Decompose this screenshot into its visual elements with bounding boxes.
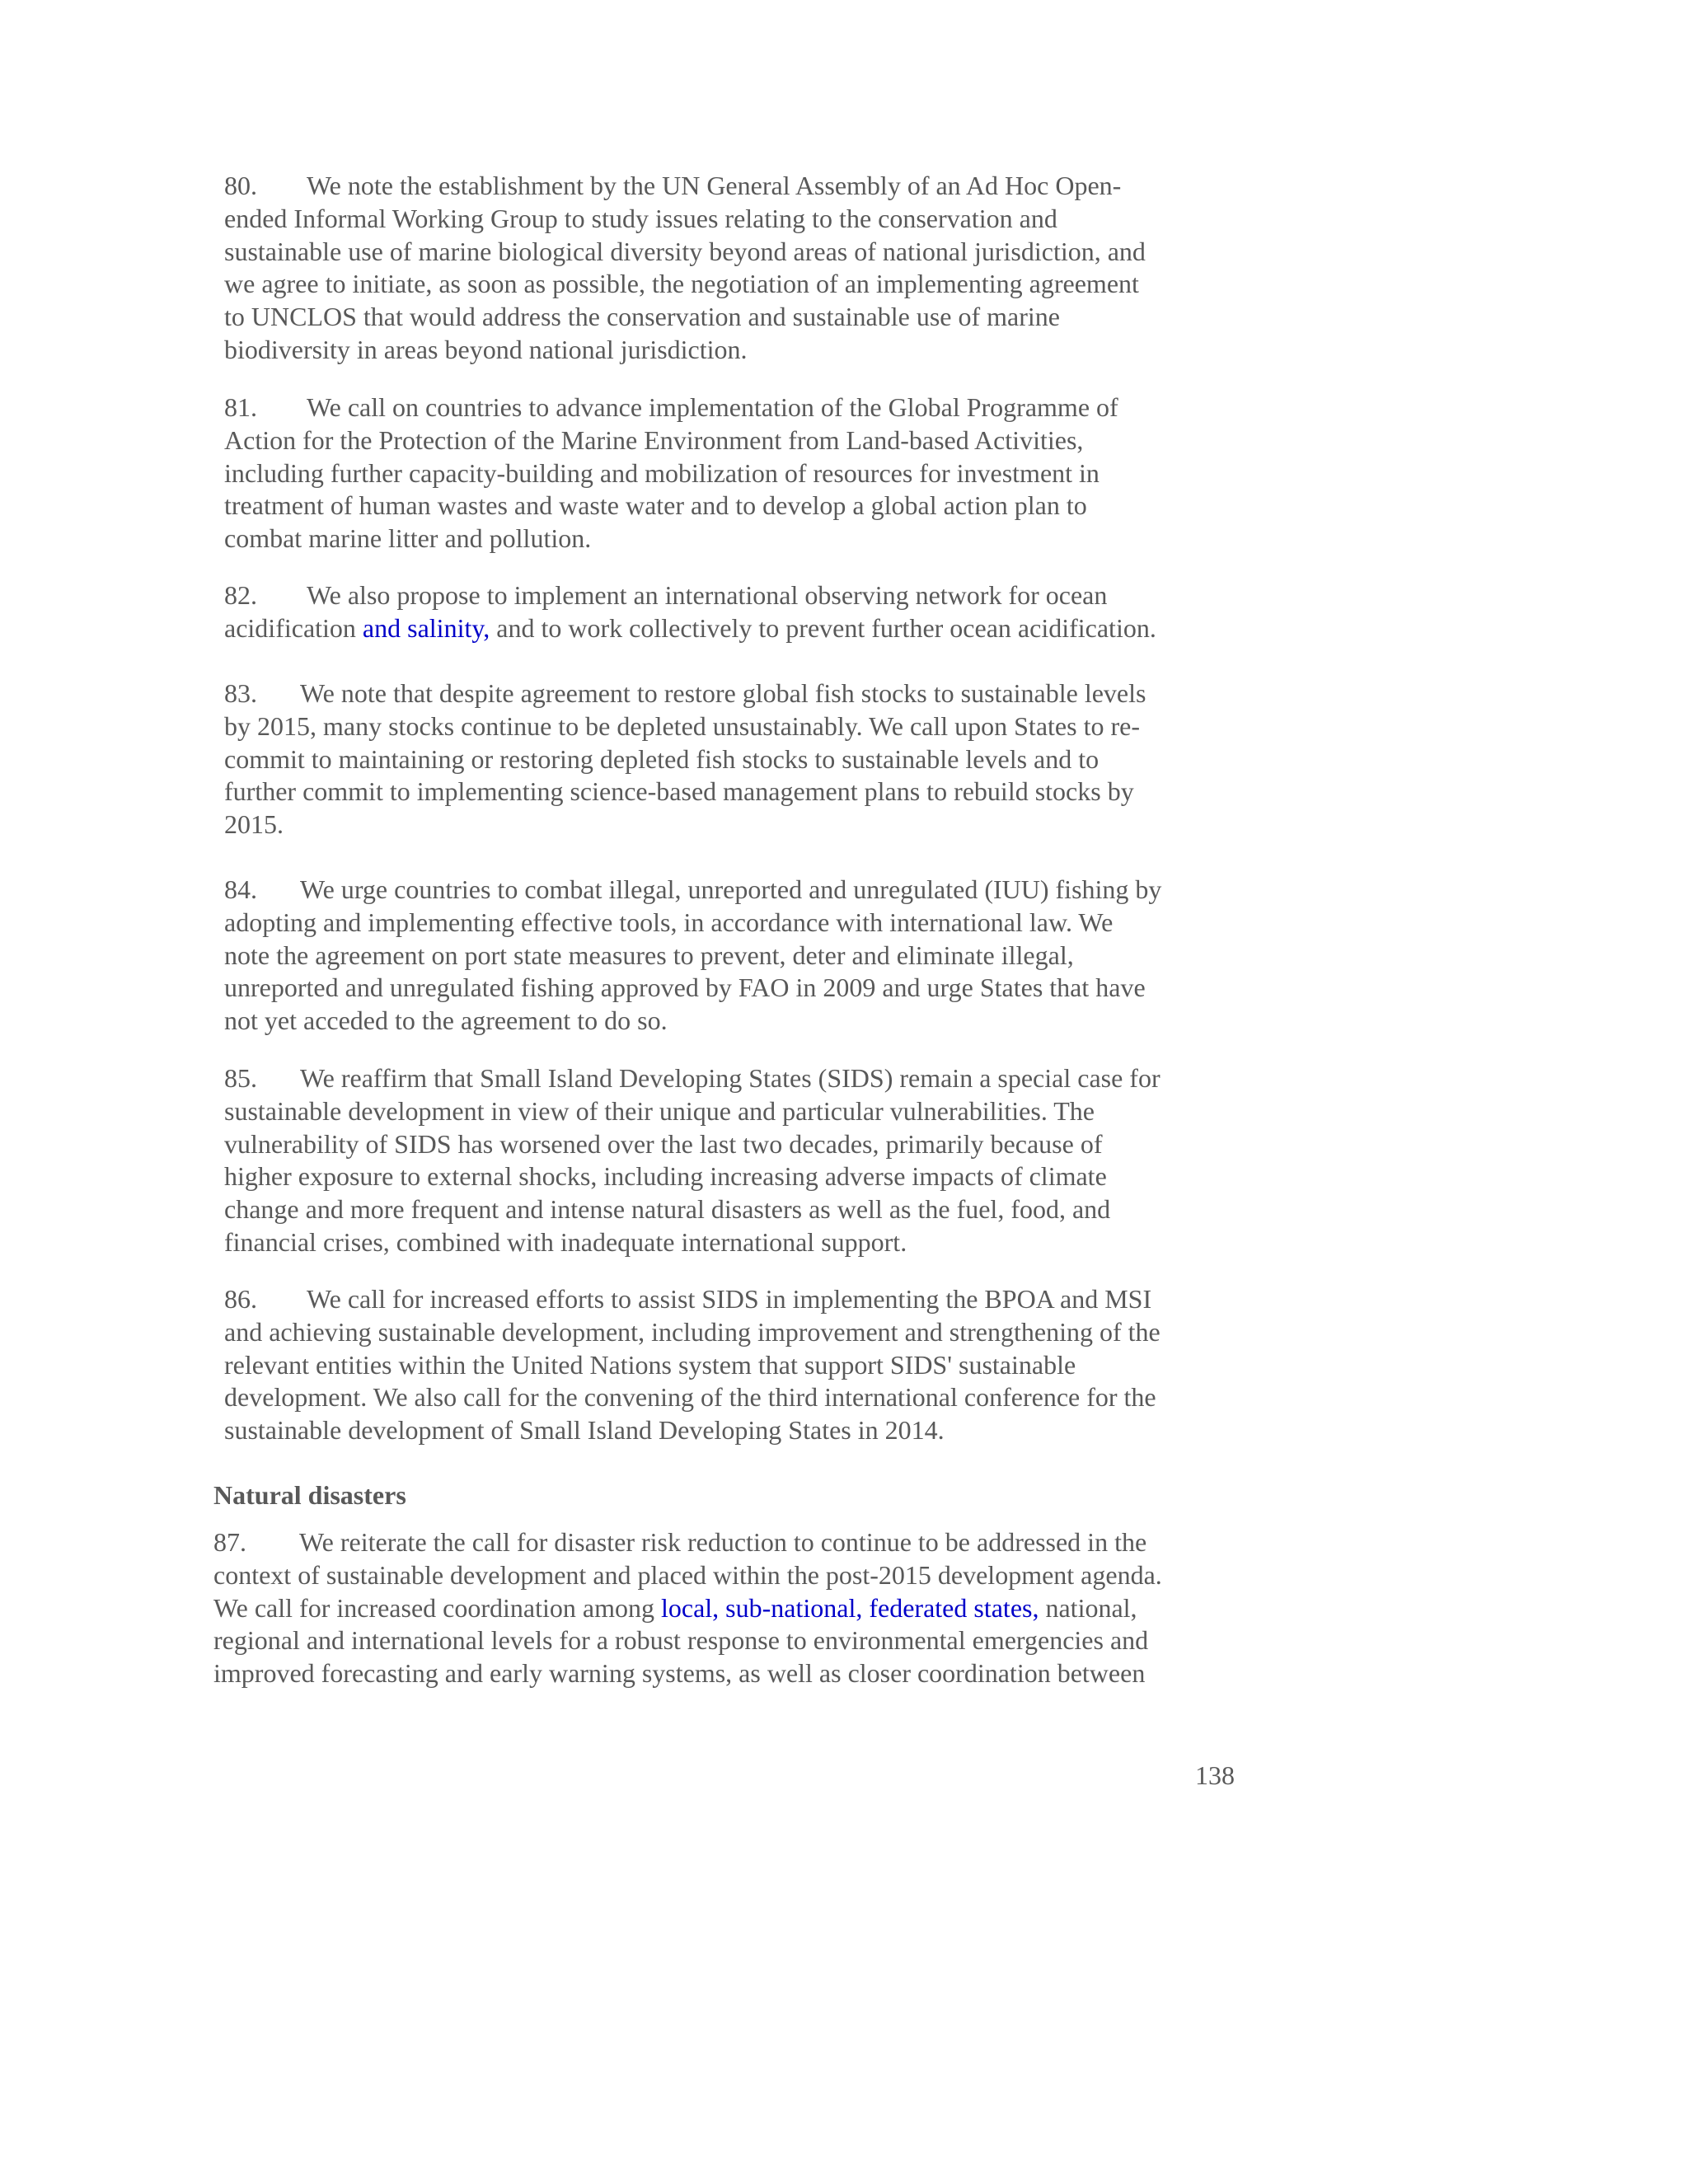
text-segment: We reaffirm that Small Island Developing States (SIDS) remain a special case for bbox=[300, 1063, 1160, 1093]
text-segment: sustainable use of marine biological diversity beyond areas of national jurisdiction, and bbox=[224, 236, 1146, 266]
paragraph-line bbox=[224, 710, 1246, 743]
paragraph-82 bbox=[224, 579, 1246, 645]
paragraph-line bbox=[213, 1624, 1236, 1657]
text-segment: 2015. bbox=[224, 809, 284, 840]
text-segment: biodiversity in areas beyond national jurisdiction. bbox=[224, 334, 748, 364]
paragraph-line bbox=[224, 1193, 1246, 1226]
text-segment: regional and international levels for a robust response to environmental emergencies and bbox=[213, 1625, 1149, 1656]
paragraph-line bbox=[224, 1095, 1246, 1128]
paragraph-80 bbox=[224, 170, 1246, 367]
paragraph-number: 82. bbox=[224, 580, 257, 610]
paragraph-line bbox=[213, 1526, 1236, 1559]
paragraph-number: 83. bbox=[224, 678, 257, 708]
paragraph-line bbox=[224, 907, 1246, 940]
paragraph-line bbox=[224, 1226, 1246, 1259]
paragraph-83 bbox=[224, 677, 1246, 841]
paragraph-line bbox=[224, 776, 1246, 808]
text-segment: and to work collectively to prevent further ocean acidification. bbox=[490, 612, 1156, 643]
paragraph-line bbox=[224, 301, 1246, 334]
paragraph-line bbox=[224, 203, 1246, 236]
text-segment: We call for increased coordination among bbox=[213, 1592, 661, 1623]
text-segment: Action for the Protection of the Marine Environment from Land-based Activities, bbox=[224, 424, 1084, 455]
paragraph-line bbox=[224, 1414, 1246, 1447]
text-segment: We call for increased efforts to assist SIDS in implementing the BPOA and MSI bbox=[307, 1284, 1152, 1314]
text-segment: higher exposure to external shocks, including increasing adverse impacts of climate bbox=[224, 1161, 1107, 1192]
paragraph-line bbox=[224, 1316, 1246, 1349]
text-segment: by 2015, many stocks continue to be depleted unsustainably. We call upon States to re- bbox=[224, 710, 1140, 741]
paragraph-number: 87. bbox=[213, 1527, 246, 1557]
inserted-text: local, sub-national, federated states, bbox=[660, 1592, 1039, 1623]
text-segment: development. We also call for the convening of the third international conference for the bbox=[224, 1382, 1156, 1413]
paragraph-line bbox=[224, 612, 1246, 645]
paragraph-line bbox=[224, 170, 1246, 203]
paragraph-line bbox=[224, 743, 1246, 776]
paragraph-line bbox=[224, 940, 1246, 972]
text-segment: including further capacity-building and mobilization of resources for investment in bbox=[224, 457, 1100, 488]
text-segment: We note that despite agreement to restore global fish stocks to sustainable levels bbox=[300, 678, 1146, 708]
paragraph-line bbox=[224, 490, 1246, 523]
text-segment: adopting and implementing effective tools, in accordance with international law. We bbox=[224, 907, 1114, 937]
text-segment: further commit to implementing science-based management plans to rebuild stocks by bbox=[224, 776, 1134, 807]
paragraph-number: 85. bbox=[224, 1063, 257, 1093]
text-segment: and achieving sustainable development, including improvement and strengthening of the bbox=[224, 1316, 1160, 1347]
text-segment: sustainable development in view of their unique and particular vulnerabilities. The bbox=[224, 1095, 1095, 1126]
paragraph-line bbox=[224, 1128, 1246, 1161]
paragraph-line bbox=[224, 874, 1246, 907]
paragraph-line bbox=[224, 808, 1246, 841]
text-segment: vulnerability of SIDS has worsened over the last two decades, primarily because of bbox=[224, 1128, 1103, 1159]
paragraph-line bbox=[213, 1559, 1236, 1592]
paragraph-line bbox=[224, 268, 1246, 301]
paragraph-line bbox=[224, 1283, 1246, 1316]
section-heading: Natural disasters bbox=[213, 1480, 406, 1510]
paragraph-line bbox=[224, 579, 1246, 612]
paragraph-line bbox=[224, 391, 1246, 424]
paragraph-line bbox=[213, 1657, 1236, 1690]
text-segment: unreported and unregulated fishing approved by FAO in 2009 and urge States that have bbox=[224, 972, 1146, 1003]
text-segment: change and more frequent and intense natural disasters as well as the fuel, food, and bbox=[224, 1194, 1111, 1225]
paragraph-line bbox=[224, 523, 1246, 555]
paragraph-line bbox=[224, 1381, 1246, 1414]
paragraph-line bbox=[224, 972, 1246, 1005]
text-segment: We urge countries to combat illegal, unreported and unregulated (IUU) fishing by bbox=[300, 874, 1162, 904]
text-segment: national, bbox=[1039, 1592, 1137, 1623]
text-segment: acidification bbox=[224, 612, 363, 643]
text-segment: commit to maintaining or restoring depleted fish stocks to sustainable levels and to bbox=[224, 743, 1100, 774]
text-segment: ended Informal Working Group to study issues relating to the conservation and bbox=[224, 203, 1057, 233]
paragraph-number: 86. bbox=[224, 1284, 257, 1314]
text-segment: we agree to initiate, as soon as possible, the negotiation of an implementing agreement bbox=[224, 269, 1139, 299]
paragraph-number: 84. bbox=[224, 874, 257, 904]
text-segment: improved forecasting and early warning systems, as well as closer coordination between bbox=[213, 1658, 1146, 1689]
text-segment: to UNCLOS that would address the conservation and sustainable use of marine bbox=[224, 302, 1060, 332]
paragraph-line bbox=[224, 1062, 1246, 1095]
text-segment: relevant entities within the United Nations system that support SIDS' sustainable bbox=[224, 1349, 1076, 1380]
text-segment: sustainable development of Small Island Developing States in 2014. bbox=[224, 1415, 945, 1446]
paragraph-line bbox=[213, 1592, 1236, 1625]
text-segment: not yet acceded to the agreement to do so. bbox=[224, 1005, 668, 1036]
text-segment: We also propose to implement an international observing network for ocean bbox=[307, 580, 1108, 610]
paragraph-85 bbox=[224, 1062, 1246, 1259]
text-segment: context of sustainable development and placed within the post-2015 development agenda. bbox=[213, 1559, 1162, 1590]
text-segment: We reiterate the call for disaster risk reduction to continue to be addressed in the bbox=[299, 1527, 1147, 1557]
paragraph-number: 80. bbox=[224, 171, 257, 200]
page-number: 138 bbox=[1195, 1760, 1235, 1790]
text-segment: financial crises, combined with inadequate international support. bbox=[224, 1226, 907, 1257]
paragraph-line bbox=[224, 236, 1246, 269]
paragraph-line bbox=[224, 677, 1246, 710]
paragraph-84 bbox=[224, 874, 1246, 1038]
paragraph-line bbox=[224, 457, 1246, 490]
paragraph-number: 81. bbox=[224, 392, 257, 422]
paragraph-87 bbox=[213, 1526, 1236, 1690]
text-segment: We note the establishment by the UN General Assembly of an Ad Hoc Open- bbox=[307, 171, 1122, 200]
text-segment: note the agreement on port state measures to prevent, deter and eliminate illegal, bbox=[224, 940, 1074, 970]
text-segment: treatment of human wastes and waste water and to develop a global action plan to bbox=[224, 490, 1087, 521]
paragraph-86 bbox=[224, 1283, 1246, 1447]
paragraph-line bbox=[224, 1349, 1246, 1382]
paragraph-line bbox=[224, 1005, 1246, 1038]
paragraph-line bbox=[224, 1160, 1246, 1193]
paragraph-line bbox=[224, 424, 1246, 457]
text-segment: combat marine litter and pollution. bbox=[224, 523, 592, 554]
paragraph-line bbox=[224, 334, 1246, 367]
paragraph-81 bbox=[224, 391, 1246, 555]
inserted-text: and salinity, bbox=[362, 612, 490, 643]
text-segment: We call on countries to advance implementation of the Global Programme of bbox=[307, 392, 1118, 422]
